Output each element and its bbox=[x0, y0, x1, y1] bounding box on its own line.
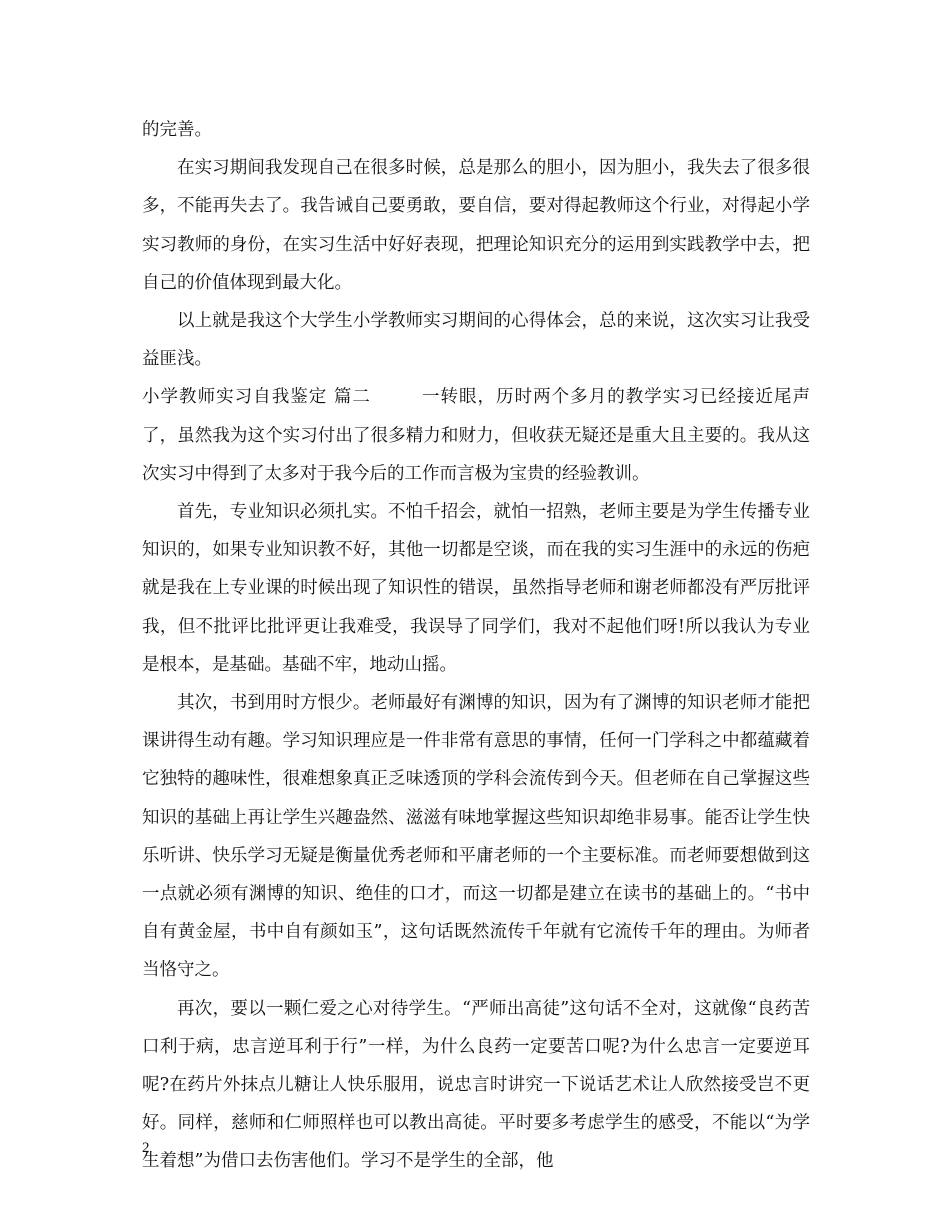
section-paragraph bbox=[142, 378, 810, 493]
body-text bbox=[142, 111, 810, 1181]
section-heading: 小学教师实习自我鉴定 篇二 bbox=[142, 387, 371, 408]
page-number: 2 bbox=[142, 1140, 150, 1156]
paragraph: 再次，要以一颗仁爱之心对待学生。“严师出高徒”这句话不全对，这就像“良药苦口利于病，忠言逆耳利于行”一样，为什么良药一定要苦口呢?为什么忠言一定要逆耳呢?在药片外抹点儿糖让人快乐服用，说忠言时讲究一下说话艺术让人欣然接受岂不更好。同样，慈师和仁师照样也可以教出高徒。平时要多考虑学生的感受，不能以“为学生着想”为借口去伤害他们。学习不是学生的全部，他 bbox=[142, 998, 810, 1172]
paragraph: 其次，书到用时方恨少。老师最好有渊博的知识，因为有了渊博的知识老师才能把课讲得生动有趣。学习知识理应是一件非常有意思的事情，任何一门学科之中都蕴藏着它独特的趣味性，很难想象真正乏味透顶的学科会流传到今天。但老师在自己掌握这些知识的基础上再让学生兴趣盎然、滋滋有味地掌握这些知识却绝非易事。能否让学生快乐听讲、快乐学习无疑是衡量优秀老师和平庸老师的一个主要标准。而老师要想做到这一点就必须有渊博的知识、绝佳的口才，而这一切都是建立在读书的基础上的。“书中自有黄金屋，书中自有颜如玉”，这句话既然流传千年就有它流传千年的理由。为师者当恪守之。 bbox=[142, 693, 810, 981]
paragraph: 在实习期间我发现自己在很多时候，总是那么的胆小，因为胆小，我失去了很多很多，不能再失去了。我告诫自己要勇敢，要自信，要对得起教师这个行业，对得起小学实习教师的身份，在实习生活中好好表现，把理论知识充分的运用到实践教学中去，把自己的价值体现到最大化。 bbox=[142, 158, 810, 293]
section-body: 一转眼，历时两个多月的教学实习已经接近尾声了，虽然我为这个实习付出了很多精力和财力，但收获无疑还是重大且主要的。我从这次实习中得到了太多对于我今后的工作而言极为宝贵的经验教训。 bbox=[142, 387, 810, 484]
paragraph: 首先，专业知识必须扎实。不怕千招会，就怕一招熟，老师主要是为学生传播专业知识的，如果专业知识教不好，其他一切都是空谈，而在我的实习生涯中的永远的伤疤就是我在上专业课的时候出现了知识性的错误，虽然指导老师和谢老师都没有严厉批评我，但不批评比批评更让我难受，我误导了同学们，我对不起他们呀!所以我认为专业是根本，是基础。基础不牢，地动山摇。 bbox=[142, 502, 810, 675]
paragraph: 以上就是我这个大学生小学教师实习期间的心得体会，总的来说，这次实习让我受益匪浅。 bbox=[142, 311, 810, 370]
paragraph-continuation: 的完善。 bbox=[142, 120, 212, 140]
